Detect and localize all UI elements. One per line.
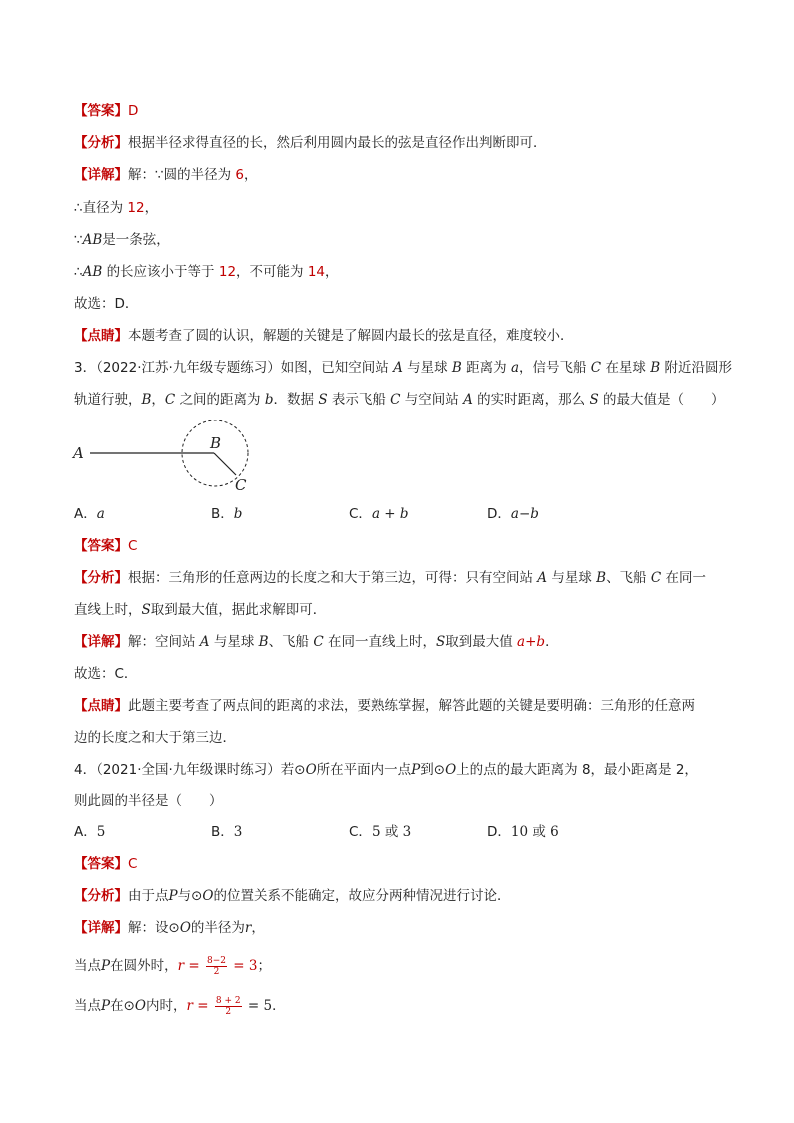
q4-detail-line: 【详解】解：设⊙O的半径为r， [74, 920, 265, 936]
detail-label: 【详解】 [74, 167, 128, 183]
q3-figure [68, 420, 268, 500]
label-a: A [73, 444, 84, 462]
q4-option-c: C．5 或 3 [349, 824, 412, 840]
answer-label: 【答案】 [74, 103, 128, 119]
q3-answer-line: 【答案】C [74, 538, 138, 554]
q3-analysis-line-2: 直线上时，S取到最大值，据此求解即可． [74, 602, 327, 618]
q2-detail-line-3: ∵AB是一条弦， [74, 232, 170, 248]
q2-analysis: 根据半径求得直径的长，然后利用圆内最长的弦是直径作出判断即可． [128, 135, 547, 151]
q3-option-b: B．b [211, 506, 243, 522]
q3-answer: C [128, 538, 138, 554]
q3-comment-line-1: 【点睛】此题主要考查了两点间的距离的求法，要熟练掌握，解答此题的关键是要明确：三角形的任意两 [74, 698, 695, 714]
q2-answer-line [74, 101, 138, 121]
q4-analysis-line: 【分析】由于点P与⊙O的位置关系不能确定，故应分两种情况进行讨论． [74, 888, 511, 904]
q3-detail-line: 【详解】解：空间站 A 与星球 B、飞船 C 在同一直线上时，S取到最大值 a+b． [74, 634, 559, 650]
q2-answer: D [128, 103, 139, 119]
analysis-label: 【分析】 [74, 135, 128, 151]
q2-detail-line-2: ∴直径为 12， [74, 200, 159, 216]
fraction: $\frac{8 + 2}{2}$ [215, 995, 241, 1017]
q3-option-d: D．a−b [487, 506, 539, 522]
q4-stem-line-1: 4．（2021·全国·九年级课时练习）若⊙O所在平面内一点P到⊙O上的点的最大距离为 8，最小距离是 2， [74, 762, 698, 778]
q3-comment-line-2: 边的长度之和大于第三边． [74, 730, 236, 746]
segment-bc [214, 453, 236, 475]
label-b: B [210, 434, 222, 452]
q4-option-b: B．3 [211, 824, 243, 840]
q4-option-a: A．5 [74, 824, 106, 840]
fraction: $\frac{8-2}{2}$ [206, 955, 226, 977]
label-c: C [235, 476, 247, 494]
q4-option-d: D．10 或 6 [487, 824, 559, 840]
comment-label: 【点睛】 [74, 328, 128, 344]
q3-option-a: A．a [74, 506, 105, 522]
q2-analysis-line [74, 133, 547, 153]
q3-analysis-line-1: 【分析】根据：三角形的任意两边的长度之和大于第三边，可得：只有空间站 A 与星球 B、飞船 C 在同一 [74, 570, 706, 586]
q3-choose-line: 故选：C． [74, 666, 138, 682]
q4-answer: C [128, 856, 138, 872]
q2-comment-line: 【点睛】本题考查了圆的认识，解题的关键是了解圆内最长的弦是直径，难度较小． [74, 328, 574, 344]
q2-detail-line-4: ∴AB 的长应该小于等于 12，不可能为 14， [74, 264, 339, 280]
q2-choose-line: 故选：D． [74, 296, 139, 312]
q2-detail-line: 【详解】解：∵圆的半径为 6， [74, 167, 258, 183]
q4-stem-line-2: 则此圆的半径是（ ） [74, 793, 223, 809]
q3-stem-line-2: 轨道行驶，B，C 之间的距离为 b．数据 S 表示飞船 C 与空间站 A 的实时距离，那么 S 的最大值是（ ） [74, 392, 725, 408]
q4-answer-line: 【答案】C [74, 856, 138, 872]
q3-stem-line-1: 3．（2022·江苏·九年级专题练习）如图，已知空间站 A 与星球 B 距离为 a，信号飞船 C 在星球 B 附近沿圆形 [74, 360, 732, 376]
q4-case-inside: 当点P在⊙O内时，r = $\frac{8 + 2}{2}$ = 5． [74, 995, 286, 1017]
q3-option-c: C．a + b [349, 506, 409, 522]
q4-case-outside: 当点P在圆外时，r = $\frac{8-2}{2}$ = 3； [74, 955, 271, 977]
